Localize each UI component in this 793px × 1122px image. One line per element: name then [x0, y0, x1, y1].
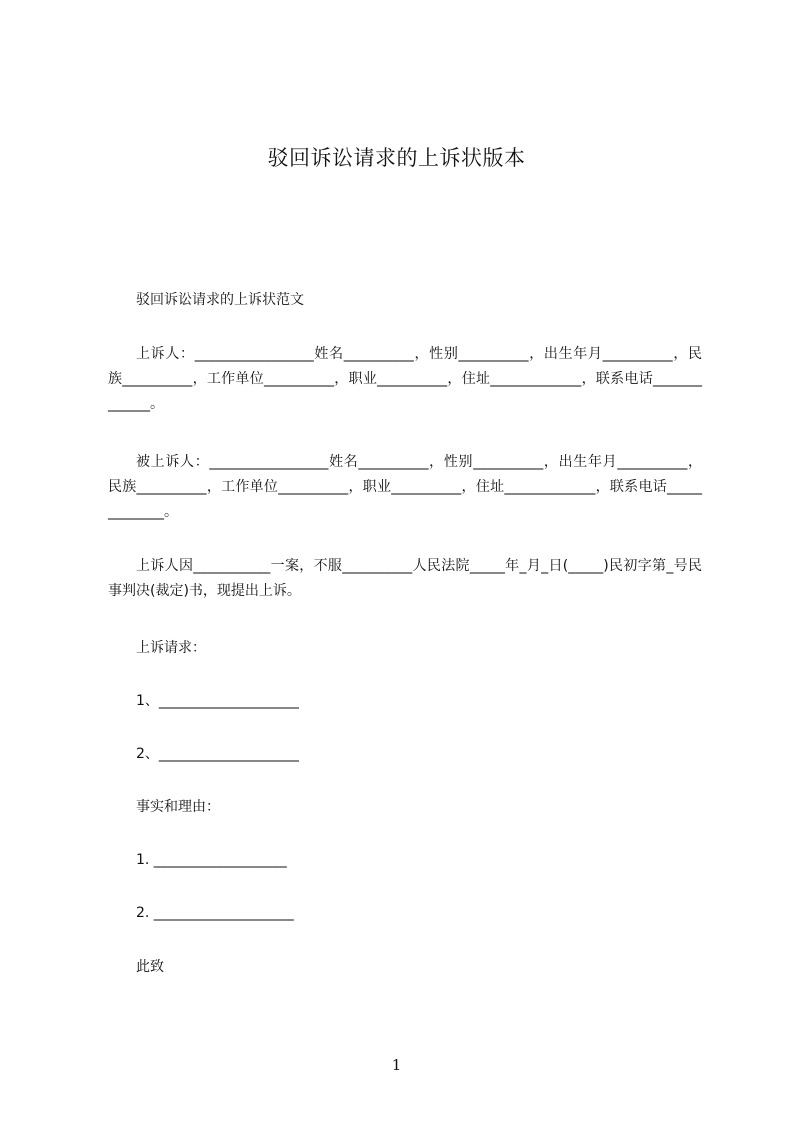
- appellant-paragraph: 上诉人：_________________姓名__________，性别__________，出生年月__________，民族__________，工作单位__________，职业__________，住址_____________，联系电话_____________。: [108, 346, 702, 412]
- claim-item-1: 1、____________________: [136, 693, 299, 709]
- page-number: 1: [391, 1056, 402, 1074]
- facts-heading: 事实和理由：: [136, 799, 220, 815]
- claims-heading: 上诉请求：: [136, 640, 206, 656]
- fact-item-1: 1. ___________________: [136, 852, 287, 868]
- document-subtitle: 驳回诉讼请求的上诉状范文: [136, 292, 304, 308]
- closing-text: 此致: [136, 959, 164, 975]
- case-statement-paragraph: 上诉人因___________一案，不服__________人民法院_____年_月_日(_____)民初字第_号民事判决(裁定)书，现提出上诉。: [108, 558, 702, 599]
- appellee-paragraph: 被上诉人：_________________姓名__________，性别__________，出生年月__________，民族__________，工作单位__________，职业__________，住址_____________，联系电话_____________。: [108, 454, 702, 520]
- claim-item-2: 2、____________________: [136, 746, 299, 762]
- fact-item-2: 2. ____________________: [136, 905, 294, 921]
- document-title: 驳回诉讼请求的上诉状版本: [267, 146, 526, 170]
